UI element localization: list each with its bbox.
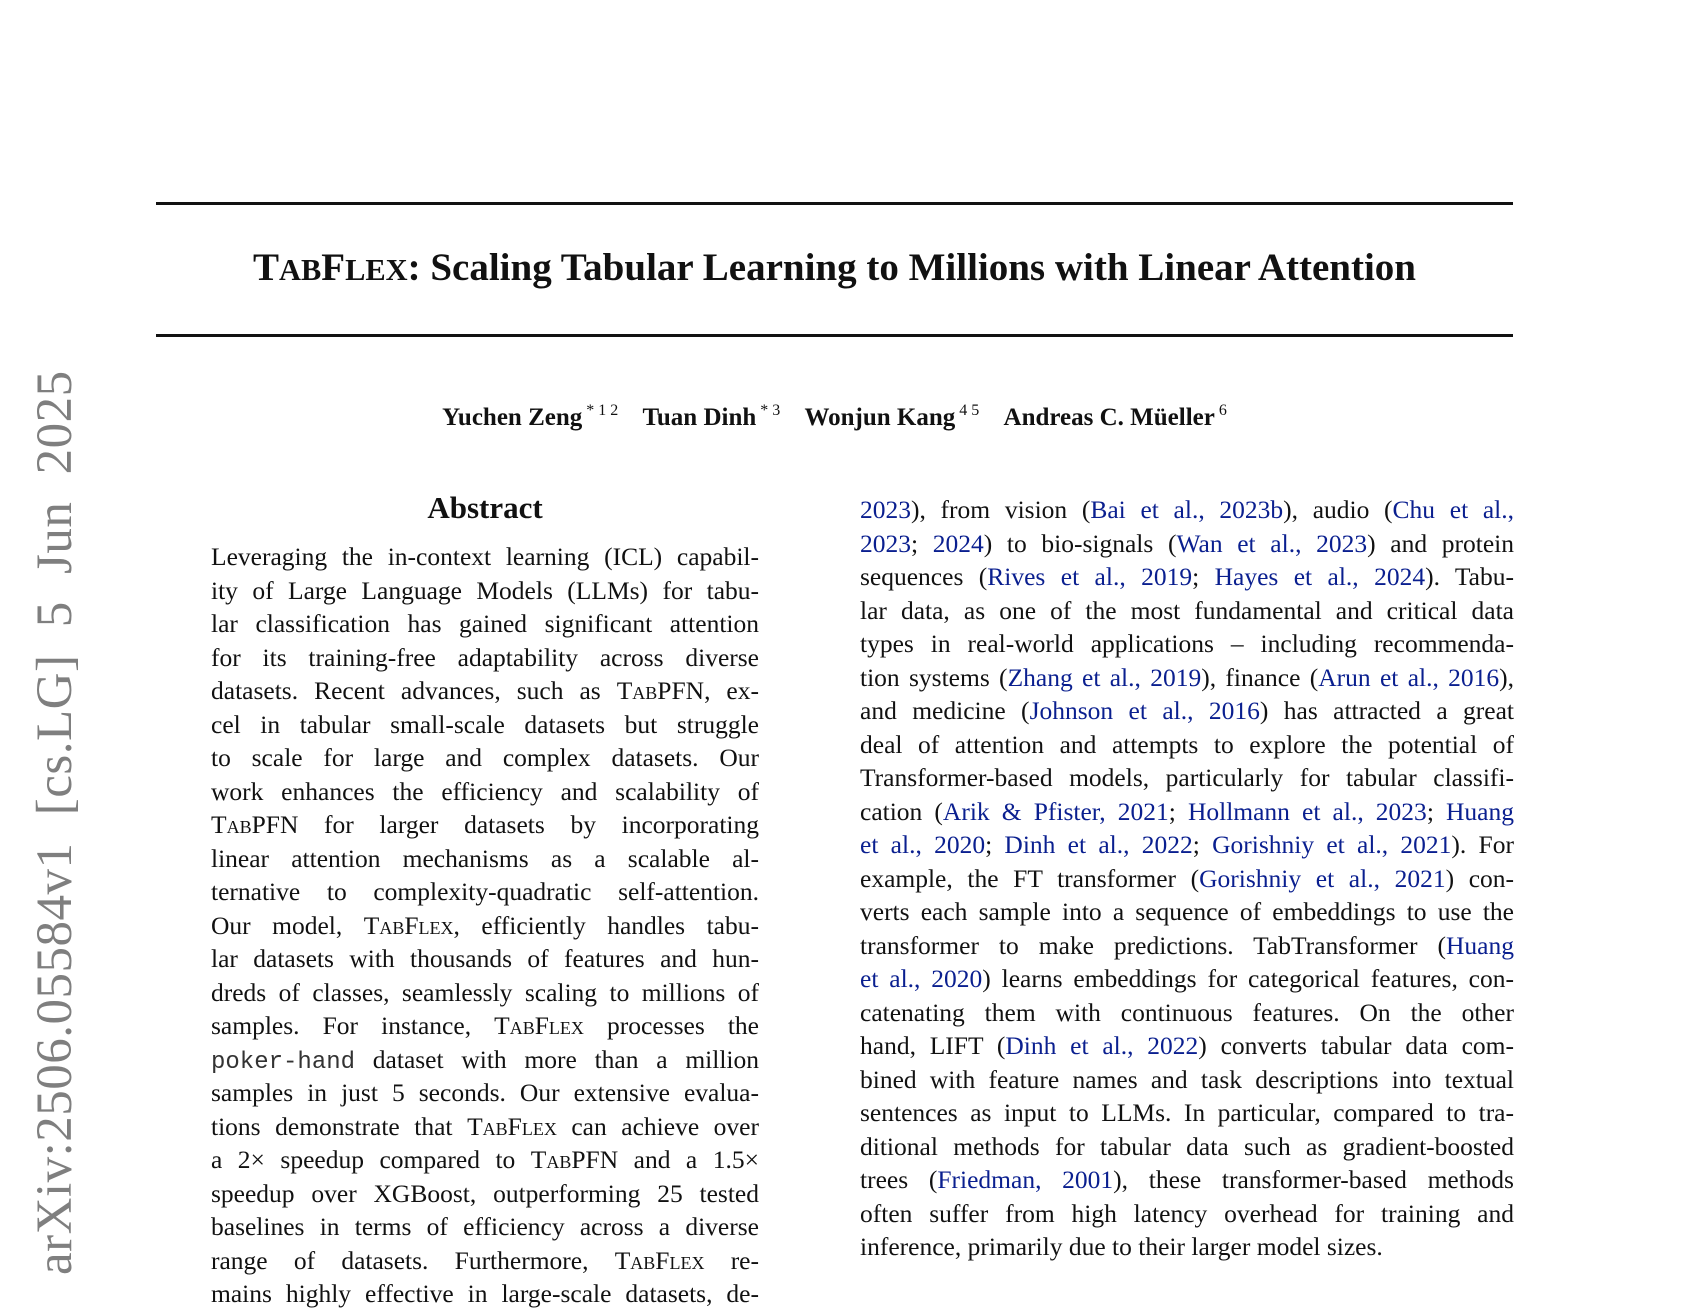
model-name: TabPFN <box>530 1145 619 1174</box>
introduction-body <box>860 493 1514 1264</box>
text-segment: to scale for large and complex datasets. Our <box>211 743 759 772</box>
arxiv-stamp: arXiv:2506.05584v1 [cs.LG] 5 Jun 2025 <box>27 370 83 1275</box>
text-segment: ternative to complexity-quadratic self-attention. <box>211 877 759 906</box>
title-rest: : Scaling Tabular Learning to Millions with Linear Attention <box>407 246 1416 289</box>
text-segment: often suffer from high latency overhead for training and <box>860 1198 1514 1228</box>
text-segment: ), <box>1499 662 1515 692</box>
text-segment: and a 1.5× <box>618 1145 759 1174</box>
text-segment: processes the <box>583 1011 760 1040</box>
text-line <box>860 728 1514 762</box>
text-line <box>211 1009 759 1043</box>
author <box>1004 404 1227 431</box>
citation-link[interactable]: 2024 <box>932 528 984 558</box>
text-line <box>860 1130 1514 1164</box>
text-segment: ; <box>911 528 933 558</box>
text-line <box>860 1029 1514 1063</box>
title-flex-LEX: LEX <box>345 253 408 287</box>
author-list <box>156 394 1513 435</box>
top-rule <box>156 202 1513 205</box>
text-line <box>211 607 759 641</box>
text-segment: samples in just 5 seconds. Our extensive evalua- <box>211 1078 759 1107</box>
text-segment: re- <box>704 1245 759 1275</box>
author-affiliation: * 1 2 <box>586 402 619 419</box>
title-tab-AB: AB <box>279 253 322 287</box>
text-segment: ), finance ( <box>1201 662 1319 692</box>
text-line <box>211 708 759 742</box>
text-line <box>860 929 1514 963</box>
text-line <box>860 661 1514 695</box>
text-segment: dataset with more than a million <box>355 1044 759 1074</box>
text-line <box>860 560 1514 594</box>
citation-link[interactable]: 2023 <box>860 495 911 524</box>
text-segment: Our model, <box>211 910 364 940</box>
text-segment: verts each sample into a sequence of embeddings to use the <box>860 897 1514 926</box>
text-line <box>860 895 1514 929</box>
text-segment: ), from vision ( <box>911 495 1091 524</box>
text-segment: samples. For instance, <box>211 1011 495 1040</box>
text-line <box>211 574 759 608</box>
text-segment: Leveraging the in-context learning (ICL) capabil- <box>211 542 759 571</box>
text-segment: cation ( <box>860 796 943 826</box>
author-name: Yuchen Zeng <box>442 404 583 431</box>
text-segment: deal of attention and attempts to explore the potential of <box>860 729 1514 759</box>
text-segment: sentences as input to LLMs. In particular, compared to tra- <box>860 1098 1514 1127</box>
text-segment: inference, primarily due to their larger model sizes. <box>860 1232 1383 1261</box>
text-segment: linear attention mechanisms as a scalable al- <box>211 843 759 873</box>
title-flex-F: F <box>321 246 346 289</box>
citation-link[interactable]: Arun et al., 2016 <box>1318 662 1500 692</box>
text-line <box>211 976 759 1010</box>
text-line <box>211 674 759 708</box>
text-line <box>211 909 759 943</box>
text-segment: and medicine ( <box>860 696 1030 725</box>
title-tab-T: T <box>252 246 279 289</box>
text-segment: work enhances the efficiency and scalability of <box>211 776 759 806</box>
text-segment: mains highly effective in large-scale datasets, de- <box>211 1279 759 1308</box>
text-segment: bined with feature names and task descriptions into textual <box>860 1064 1514 1094</box>
author-name: Andreas C. Müeller <box>1003 404 1215 431</box>
text-line <box>860 1063 1514 1097</box>
text-line <box>860 1230 1514 1264</box>
text-line <box>211 1143 759 1177</box>
text-line <box>211 875 759 909</box>
text-segment: range of datasets. Furthermore, <box>211 1245 615 1275</box>
citation-link[interactable]: Huang <box>1446 796 1514 826</box>
author <box>442 404 618 431</box>
text-segment: for larger datasets by incorporating <box>298 810 759 839</box>
text-segment: lar data, as one of the most fundamental and critical data <box>860 595 1514 625</box>
text-line <box>211 1244 759 1278</box>
model-name: TabFlex <box>363 910 454 940</box>
text-line <box>211 1110 759 1144</box>
text-line <box>860 795 1514 829</box>
text-segment: ). Tabu- <box>1425 562 1514 591</box>
text-line <box>211 1076 759 1110</box>
text-segment: , ex- <box>704 676 759 705</box>
author <box>643 404 781 431</box>
text-line <box>211 641 759 675</box>
text-line <box>860 996 1514 1030</box>
text-line <box>860 493 1514 527</box>
text-line <box>211 741 759 775</box>
text-segment: tions demonstrate that <box>211 1111 468 1141</box>
citation-link[interactable]: Bai et al., 2023b <box>1090 495 1284 524</box>
text-line <box>860 962 1514 996</box>
text-segment: ), audio ( <box>1283 495 1393 524</box>
text-segment: datasets. Recent advances, such as <box>211 676 617 705</box>
text-segment: ; <box>1192 562 1215 591</box>
text-segment: cel in tabular small-scale datasets but struggle <box>211 709 759 739</box>
text-segment: ), these transformer-based methods <box>1113 1165 1514 1194</box>
citation-link[interactable]: 2023 <box>860 528 911 558</box>
text-segment: sequences ( <box>860 562 988 591</box>
text-segment: for its training-free adaptability across diverse <box>211 642 759 672</box>
text-line <box>860 527 1514 561</box>
text-line <box>211 1277 759 1311</box>
bottom-rule <box>156 334 1513 337</box>
text-segment: lar datasets with thousands of features and hun- <box>211 944 759 973</box>
text-segment: tion systems ( <box>860 662 1008 692</box>
text-segment: lar classification has gained significant attention <box>211 609 759 638</box>
text-segment: dreds of classes, seamlessly scaling to millions of <box>211 977 759 1007</box>
text-segment: ) converts tabular data com- <box>1198 1031 1514 1060</box>
text-segment: ) and protein <box>1367 528 1514 558</box>
paper-title <box>156 244 1513 294</box>
text-segment: types in real-world applications – including recommenda- <box>860 629 1514 658</box>
abstract-heading: Abstract <box>427 490 543 525</box>
text-segment: ) to bio-signals ( <box>983 528 1177 558</box>
citation-link[interactable]: Hollmann et al., 2023 <box>1187 796 1427 826</box>
dataset-name: poker-hand <box>211 1048 356 1076</box>
text-segment: baselines in terms of efficiency across a diverse <box>211 1212 759 1241</box>
text-line <box>860 1197 1514 1231</box>
author-name: Tuan Dinh <box>642 404 757 431</box>
text-segment: ; <box>1168 796 1188 826</box>
author-affiliation: 6 <box>1218 402 1227 419</box>
author-affiliation: * 3 <box>760 402 781 419</box>
text-segment: can achieve over <box>556 1111 759 1141</box>
citation-link[interactable]: et al., 2020 <box>860 964 983 993</box>
model-name: TabPFN <box>616 676 705 705</box>
text-line <box>211 942 759 976</box>
text-segment: ditional methods for tabular data such as gradient-boosted <box>860 1131 1514 1161</box>
citation-link[interactable]: Wan et al., 2023 <box>1176 528 1368 558</box>
text-segment: ity of Large Language Models (LLMs) for tabu- <box>211 575 759 605</box>
text-line <box>860 761 1514 795</box>
citation-link[interactable]: et al., 2020 <box>860 830 986 859</box>
text-line <box>211 1043 759 1077</box>
citation-link[interactable]: Zhang et al., 2019 <box>1007 662 1202 692</box>
abstract-body <box>211 540 759 1311</box>
citation-link[interactable]: Rives et al., 2019 <box>987 562 1193 591</box>
citation-link[interactable]: Arik & Pfister, 2021 <box>942 796 1169 826</box>
text-line <box>211 775 759 809</box>
text-segment: ; <box>1192 830 1213 859</box>
text-line <box>211 808 759 842</box>
text-segment: transformer to make predictions. TabTransformer ( <box>860 930 1447 960</box>
author <box>805 404 980 431</box>
text-segment: ) con- <box>1445 863 1515 893</box>
citation-link[interactable]: Huang <box>1446 930 1514 960</box>
citation-link[interactable]: Johnson et al., 2016 <box>1029 696 1260 725</box>
text-segment: Transformer-based models, particularly for tabular classifi- <box>860 763 1514 792</box>
text-segment: ) has attracted a great <box>1259 696 1514 725</box>
text-line <box>211 1210 759 1244</box>
text-segment: a 2× speedup compared to <box>211 1145 531 1174</box>
text-segment: ) learns embeddings for categorical features, con- <box>982 964 1514 993</box>
text-segment: , efficiently handles tabu- <box>453 910 759 940</box>
text-segment: hand, LIFT ( <box>860 1031 1006 1060</box>
text-segment: ). For <box>1451 830 1514 859</box>
model-name: TabFlex <box>614 1245 705 1275</box>
text-segment: ; <box>985 830 1005 859</box>
citation-link[interactable]: Hayes et al., 2024 <box>1214 562 1426 591</box>
text-line <box>860 694 1514 728</box>
text-line <box>860 862 1514 896</box>
text-segment: trees ( <box>860 1165 938 1194</box>
text-line <box>860 828 1514 862</box>
model-name: TabPFN <box>211 810 299 839</box>
author-affiliation: 4 5 <box>959 402 980 419</box>
text-segment: ; <box>1426 796 1447 826</box>
model-name: TabFlex <box>494 1011 584 1040</box>
text-line <box>860 1163 1514 1197</box>
citation-link[interactable]: Chu et al., <box>1392 495 1514 524</box>
citation-link[interactable]: Gorishniy et al., 2021 <box>1212 830 1452 859</box>
text-line <box>860 1096 1514 1130</box>
text-line <box>860 594 1514 628</box>
model-name: TabFlex <box>467 1111 557 1141</box>
text-line <box>211 540 759 574</box>
text-segment: example, the FT transformer ( <box>860 863 1200 893</box>
citation-link[interactable]: Dinh et al., 2022 <box>1004 830 1193 859</box>
text-segment: catenating them with continuous features. On the other <box>860 997 1514 1027</box>
text-line <box>860 627 1514 661</box>
citation-link[interactable]: Dinh et al., 2022 <box>1005 1031 1199 1060</box>
text-line <box>211 842 759 876</box>
text-line <box>211 1177 759 1211</box>
citation-link[interactable]: Friedman, 2001 <box>937 1165 1114 1194</box>
author-name: Wonjun Kang <box>804 404 956 431</box>
citation-link[interactable]: Gorishniy et al., 2021 <box>1199 863 1446 893</box>
text-segment: speedup over XGBoost, outperforming 25 tested <box>211 1178 759 1208</box>
